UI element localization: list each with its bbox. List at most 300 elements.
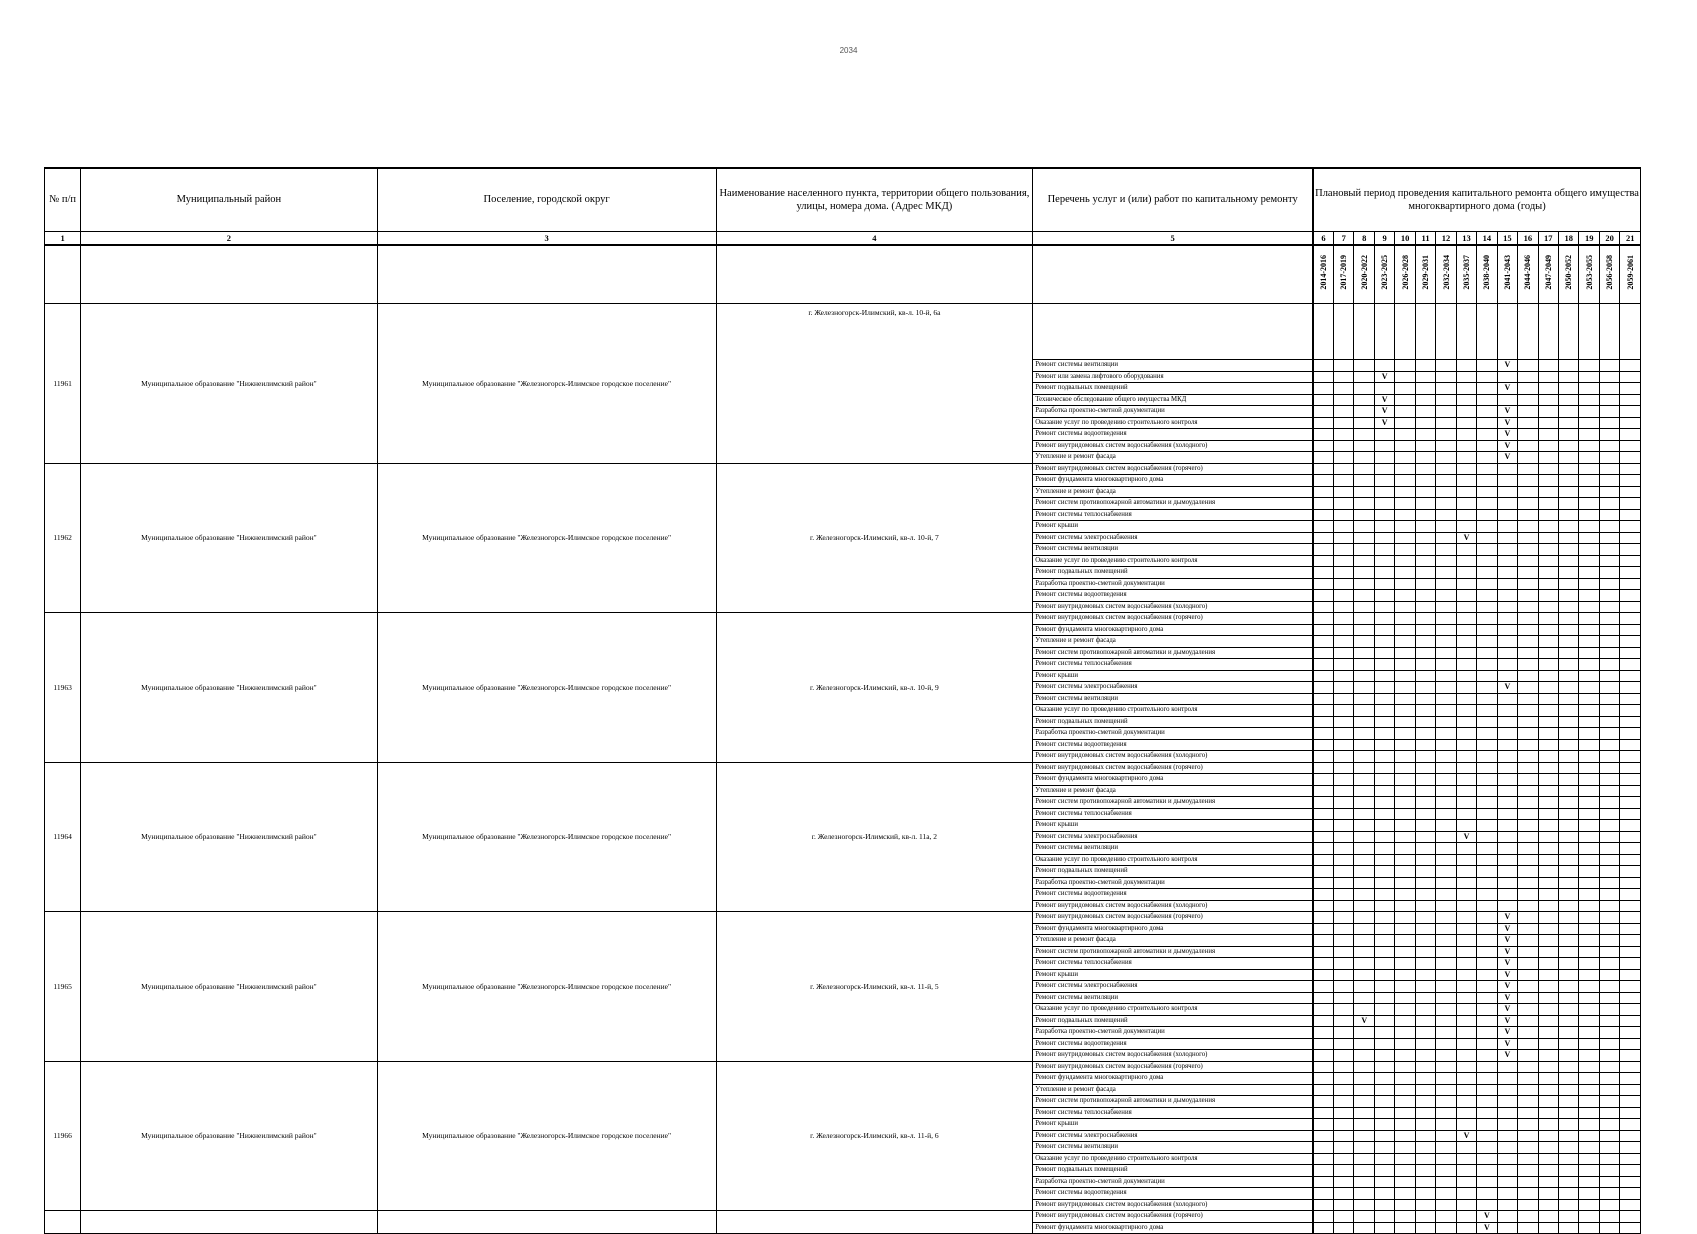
period-cell <box>1436 613 1456 625</box>
period-mark: V <box>1497 1015 1517 1027</box>
period-cell <box>1436 877 1456 889</box>
period-cell <box>1395 486 1415 498</box>
period-cell <box>1559 544 1579 556</box>
period-header-cell <box>1497 245 1517 304</box>
period-cell <box>1477 544 1497 556</box>
period-cell <box>1599 601 1619 613</box>
period-cell <box>1559 532 1579 544</box>
period-cell <box>1313 544 1333 556</box>
period-cell <box>1354 1199 1374 1211</box>
period-cell <box>1395 843 1415 855</box>
period-cell <box>1395 1061 1415 1073</box>
period-cell <box>1599 900 1619 912</box>
period-cell <box>1620 1073 1641 1085</box>
period-cell <box>1579 1073 1599 1085</box>
period-cell <box>1313 762 1333 774</box>
period-cell <box>1559 417 1579 429</box>
period-cell <box>1313 521 1333 533</box>
period-cell <box>1599 820 1619 832</box>
period-cell <box>1313 1004 1333 1016</box>
period-cell <box>1599 912 1619 924</box>
period-cell <box>1395 866 1415 878</box>
period-cell <box>1456 406 1476 418</box>
period-cell <box>1497 509 1517 521</box>
period-mark: V <box>1497 946 1517 958</box>
period-cell <box>1395 304 1415 360</box>
column-number-7: 7 <box>1334 232 1354 246</box>
period-cell <box>1313 613 1333 625</box>
period-cell <box>1354 1073 1374 1085</box>
period-cell <box>1334 969 1354 981</box>
period-cell <box>1579 590 1599 602</box>
column-number-14: 14 <box>1477 232 1497 246</box>
period-cell <box>1620 877 1641 889</box>
period-cell <box>1354 567 1374 579</box>
period-cell <box>1477 682 1497 694</box>
period-cell <box>1518 1084 1538 1096</box>
period-cell <box>1497 304 1517 360</box>
period-cell <box>1620 1096 1641 1108</box>
period-cell <box>1599 371 1619 383</box>
period-cell <box>1518 716 1538 728</box>
period-cell <box>1477 406 1497 418</box>
period-cell <box>1436 843 1456 855</box>
period-cell <box>1395 659 1415 671</box>
record-district: Муниципальное образование "Нижнеилимский район" <box>81 912 377 1062</box>
period-cell <box>1456 452 1476 464</box>
period-cell <box>1436 946 1456 958</box>
period-cell <box>1599 716 1619 728</box>
period-cell <box>1334 935 1354 947</box>
period-cell <box>1599 751 1619 763</box>
period-cell <box>1599 739 1619 751</box>
period-cell <box>1436 659 1456 671</box>
period-cell <box>1559 601 1579 613</box>
period-cell <box>1456 601 1476 613</box>
period-cell <box>1579 521 1599 533</box>
period-cell <box>1395 739 1415 751</box>
period-cell <box>1334 567 1354 579</box>
period-cell <box>1559 716 1579 728</box>
period-cell <box>1477 670 1497 682</box>
period-cell <box>1374 440 1394 452</box>
period-cell <box>1599 509 1619 521</box>
period-cell <box>1518 1176 1538 1188</box>
period-cell <box>1374 1165 1394 1177</box>
period-cell <box>1518 935 1538 947</box>
period-cell <box>1518 486 1538 498</box>
period-cell <box>1456 716 1476 728</box>
capital-repair-table <box>44 167 1641 1234</box>
period-cell <box>1354 486 1374 498</box>
period-cell <box>1538 969 1558 981</box>
period-cell <box>1620 889 1641 901</box>
period-cell <box>1477 1142 1497 1154</box>
period-cell <box>1579 486 1599 498</box>
period-cell <box>1436 1222 1456 1234</box>
period-cell <box>1477 1096 1497 1108</box>
period-cell <box>1456 360 1476 372</box>
period-cell <box>1436 1176 1456 1188</box>
period-cell <box>1436 636 1456 648</box>
period-cell <box>1456 866 1476 878</box>
period-cell <box>1599 1027 1619 1039</box>
period-cell <box>1354 820 1374 832</box>
period-cell <box>1415 866 1435 878</box>
period-cell <box>1559 1199 1579 1211</box>
work-item: Ремонт внутридомовых систем водоснабжения (холодного) <box>1033 601 1313 613</box>
period-cell <box>1313 728 1333 740</box>
period-cell <box>1374 854 1394 866</box>
period-cell <box>1620 463 1641 475</box>
period-cell <box>1354 590 1374 602</box>
period-cell <box>1579 532 1599 544</box>
period-header-cell <box>1313 245 1333 304</box>
period-cell <box>1374 498 1394 510</box>
period-cell <box>1354 406 1374 418</box>
period-cell <box>1579 716 1599 728</box>
period-cell <box>1497 728 1517 740</box>
period-cell <box>1313 429 1333 441</box>
period-cell <box>1313 659 1333 671</box>
period-cell <box>1395 682 1415 694</box>
period-cell <box>1313 1142 1333 1154</box>
period-cell <box>1538 613 1558 625</box>
work-item: Ремонт крыши <box>1033 1119 1313 1131</box>
period-cell <box>1620 1165 1641 1177</box>
period-cell <box>1599 992 1619 1004</box>
period-cell <box>1456 1107 1476 1119</box>
period-cell <box>1579 509 1599 521</box>
period-cell <box>1313 304 1333 360</box>
period-cell <box>1538 797 1558 809</box>
record-settlement: Муниципальное образование "Железногорск-Илимское городское поселение" <box>377 463 716 613</box>
period-cell <box>1620 601 1641 613</box>
period-cell <box>1415 1199 1435 1211</box>
period-cell <box>1518 636 1538 648</box>
period-cell <box>1354 866 1374 878</box>
period-cell <box>1497 774 1517 786</box>
period-mark: V <box>1374 417 1394 429</box>
period-cell <box>1559 992 1579 1004</box>
period-mark: V <box>1477 1222 1497 1234</box>
period-cell <box>1456 854 1476 866</box>
period-cell <box>1436 1015 1456 1027</box>
period-cell <box>1620 785 1641 797</box>
period-cell <box>1436 670 1456 682</box>
period-cell <box>1374 1084 1394 1096</box>
period-cell <box>1354 670 1374 682</box>
period-cell <box>1477 1153 1497 1165</box>
period-cell <box>1395 820 1415 832</box>
period-cell <box>1599 682 1619 694</box>
period-cell <box>1436 601 1456 613</box>
period-cell <box>1477 705 1497 717</box>
work-item: Ремонт или замена лифтового оборудования <box>1033 371 1313 383</box>
period-cell <box>1334 820 1354 832</box>
period-cell <box>1620 1142 1641 1154</box>
period-cell <box>1415 429 1435 441</box>
period-cell <box>1313 1119 1333 1131</box>
column-number-12: 12 <box>1436 232 1456 246</box>
period-cell <box>1456 774 1476 786</box>
period-cell <box>1559 923 1579 935</box>
period-cell <box>1477 912 1497 924</box>
period-cell <box>1313 1061 1333 1073</box>
period-cell <box>1620 774 1641 786</box>
period-cell <box>1538 808 1558 820</box>
period-cell <box>1334 877 1354 889</box>
period-cell <box>1313 774 1333 786</box>
period-cell <box>1518 877 1538 889</box>
period-cell <box>1415 647 1435 659</box>
period-cell <box>1477 486 1497 498</box>
period-cell <box>1395 532 1415 544</box>
period-cell <box>1415 751 1435 763</box>
period-cell <box>1477 578 1497 590</box>
period-cell <box>1334 636 1354 648</box>
period-cell <box>1415 762 1435 774</box>
period-cell <box>1334 521 1354 533</box>
period-cell <box>1497 601 1517 613</box>
record-number: 11961 <box>45 304 81 464</box>
period-cell <box>1599 406 1619 418</box>
period-cell <box>1334 854 1354 866</box>
period-cell <box>1538 475 1558 487</box>
period-cell <box>1313 935 1333 947</box>
period-cell <box>1313 1188 1333 1200</box>
period-cell <box>1354 1004 1374 1016</box>
period-cell <box>1538 498 1558 510</box>
period-cell <box>1559 946 1579 958</box>
period-cell <box>1374 820 1394 832</box>
period-cell <box>1518 601 1538 613</box>
period-cell <box>1497 877 1517 889</box>
period-cell <box>1620 555 1641 567</box>
period-cell <box>1579 682 1599 694</box>
period-cell <box>1313 1222 1333 1234</box>
period-cell <box>1518 843 1538 855</box>
period-cell <box>1395 601 1415 613</box>
period-cell <box>1620 854 1641 866</box>
period-cell <box>1395 429 1415 441</box>
period-cell <box>1354 1038 1374 1050</box>
period-cell <box>1456 509 1476 521</box>
period-cell <box>1395 590 1415 602</box>
period-cell <box>1395 1015 1415 1027</box>
period-cell <box>1477 992 1497 1004</box>
period-header-cell <box>1518 245 1538 304</box>
period-cell <box>1518 682 1538 694</box>
period-mark: V <box>1497 383 1517 395</box>
period-mark: V <box>1497 429 1517 441</box>
period-cell <box>1620 843 1641 855</box>
period-cell <box>1518 371 1538 383</box>
period-cell <box>1415 1211 1435 1223</box>
period-cell <box>1477 1015 1497 1027</box>
period-cell <box>1538 406 1558 418</box>
period-cell <box>1518 429 1538 441</box>
period-cell <box>1395 1130 1415 1142</box>
period-mark: V <box>1477 1211 1497 1223</box>
period-cell <box>1395 1211 1415 1223</box>
period-cell <box>1599 1165 1619 1177</box>
period-cell <box>1313 590 1333 602</box>
period-cell <box>1456 912 1476 924</box>
header-municipal-district: Муниципальный район <box>81 168 377 232</box>
column-number-21: 21 <box>1620 232 1641 246</box>
period-cell <box>1415 854 1435 866</box>
period-cell <box>1374 762 1394 774</box>
period-header-cell <box>1415 245 1435 304</box>
period-cell <box>1313 670 1333 682</box>
period-header-cell <box>1354 245 1374 304</box>
period-cell <box>1436 394 1456 406</box>
period-cell <box>1415 889 1435 901</box>
period-cell <box>1620 808 1641 820</box>
period-cell <box>1620 935 1641 947</box>
period-cell <box>1354 383 1374 395</box>
period-cell <box>1334 383 1354 395</box>
period-cell <box>1354 463 1374 475</box>
period-header-cell <box>1334 245 1354 304</box>
period-cell <box>1456 521 1476 533</box>
period-cell <box>1436 866 1456 878</box>
period-cell <box>1518 912 1538 924</box>
period-cell <box>1395 1176 1415 1188</box>
period-cell <box>1538 866 1558 878</box>
period-cell <box>1415 417 1435 429</box>
period-cell <box>1415 958 1435 970</box>
period-cell <box>1579 1119 1599 1131</box>
period-cell <box>1374 1199 1394 1211</box>
period-cell <box>1374 1050 1394 1062</box>
period-cell <box>1620 716 1641 728</box>
period-cell <box>1579 958 1599 970</box>
period-cell <box>1374 808 1394 820</box>
period-cell <box>1579 417 1599 429</box>
period-mark: V <box>1497 935 1517 947</box>
period-cell <box>1395 1004 1415 1016</box>
period-label: 2047-2049 <box>1543 254 1553 290</box>
period-cell <box>1395 1165 1415 1177</box>
period-cell <box>1456 958 1476 970</box>
period-cell <box>1599 452 1619 464</box>
period-cell <box>1395 1142 1415 1154</box>
period-cell <box>1334 440 1354 452</box>
period-cell <box>1374 958 1394 970</box>
period-cell <box>1477 900 1497 912</box>
period-cell <box>1354 1096 1374 1108</box>
period-cell <box>1620 636 1641 648</box>
period-cell <box>1497 371 1517 383</box>
period-cell <box>1354 900 1374 912</box>
record-district: Муниципальное образование "Нижнеилимский район" <box>81 762 377 912</box>
period-cell <box>1313 1096 1333 1108</box>
period-cell <box>1559 751 1579 763</box>
period-cell <box>1620 900 1641 912</box>
period-cell <box>1477 923 1497 935</box>
period-cell <box>1415 946 1435 958</box>
column-number-6: 6 <box>1313 232 1333 246</box>
work-item: Ремонт системы вентиляции <box>1033 992 1313 1004</box>
period-cell <box>1354 843 1374 855</box>
period-cell <box>1334 601 1354 613</box>
period-cell <box>1620 383 1641 395</box>
period-mark: V <box>1497 1038 1517 1050</box>
period-cell <box>1415 371 1435 383</box>
period-cell <box>1518 498 1538 510</box>
period-cell <box>1599 394 1619 406</box>
period-cell <box>1477 532 1497 544</box>
work-item: Ремонт фундамента многоквартирного дома <box>1033 774 1313 786</box>
work-item: Ремонт крыши <box>1033 820 1313 832</box>
period-cell <box>1415 831 1435 843</box>
period-cell <box>1538 567 1558 579</box>
period-cell <box>1354 923 1374 935</box>
period-cell <box>1620 452 1641 464</box>
period-cell <box>1477 1119 1497 1131</box>
period-cell <box>1436 475 1456 487</box>
period-cell <box>1436 762 1456 774</box>
period-cell <box>1313 1199 1333 1211</box>
period-cell <box>1354 854 1374 866</box>
period-cell <box>1579 923 1599 935</box>
period-cell <box>1579 613 1599 625</box>
period-cell <box>1559 1038 1579 1050</box>
period-cell <box>1620 567 1641 579</box>
period-cell <box>1518 693 1538 705</box>
period-cell <box>1436 1027 1456 1039</box>
period-cell <box>1354 739 1374 751</box>
period-cell <box>1313 360 1333 372</box>
table-row <box>45 1061 1641 1073</box>
period-cell <box>1334 406 1354 418</box>
period-label: 2050-2052 <box>1564 254 1574 290</box>
period-cell <box>1579 1050 1599 1062</box>
period-cell <box>1334 590 1354 602</box>
period-cell <box>1497 567 1517 579</box>
period-cell <box>1477 820 1497 832</box>
period-cell <box>1456 808 1476 820</box>
period-cell <box>1334 693 1354 705</box>
period-cell <box>1599 1211 1619 1223</box>
work-item: Ремонт фундамента многоквартирного дома <box>1033 1073 1313 1085</box>
period-cell <box>1620 1050 1641 1062</box>
period-cell <box>1579 820 1599 832</box>
period-cell <box>1538 521 1558 533</box>
period-cell <box>1579 578 1599 590</box>
period-cell <box>1374 843 1394 855</box>
period-cell <box>1415 1142 1435 1154</box>
period-cell <box>1395 417 1415 429</box>
period-cell <box>1477 1004 1497 1016</box>
period-cell <box>1477 843 1497 855</box>
period-cell <box>1579 739 1599 751</box>
period-cell <box>1334 486 1354 498</box>
period-cell <box>1518 383 1538 395</box>
period-label: 2053-2055 <box>1584 254 1594 290</box>
period-cell <box>1559 1153 1579 1165</box>
period-cell <box>1456 1153 1476 1165</box>
period-cell <box>1334 1084 1354 1096</box>
period-cell <box>1477 590 1497 602</box>
period-cell <box>1436 751 1456 763</box>
period-cell <box>1313 889 1333 901</box>
period-cell <box>1374 613 1394 625</box>
period-cell <box>1395 521 1415 533</box>
period-cell <box>1477 304 1497 360</box>
